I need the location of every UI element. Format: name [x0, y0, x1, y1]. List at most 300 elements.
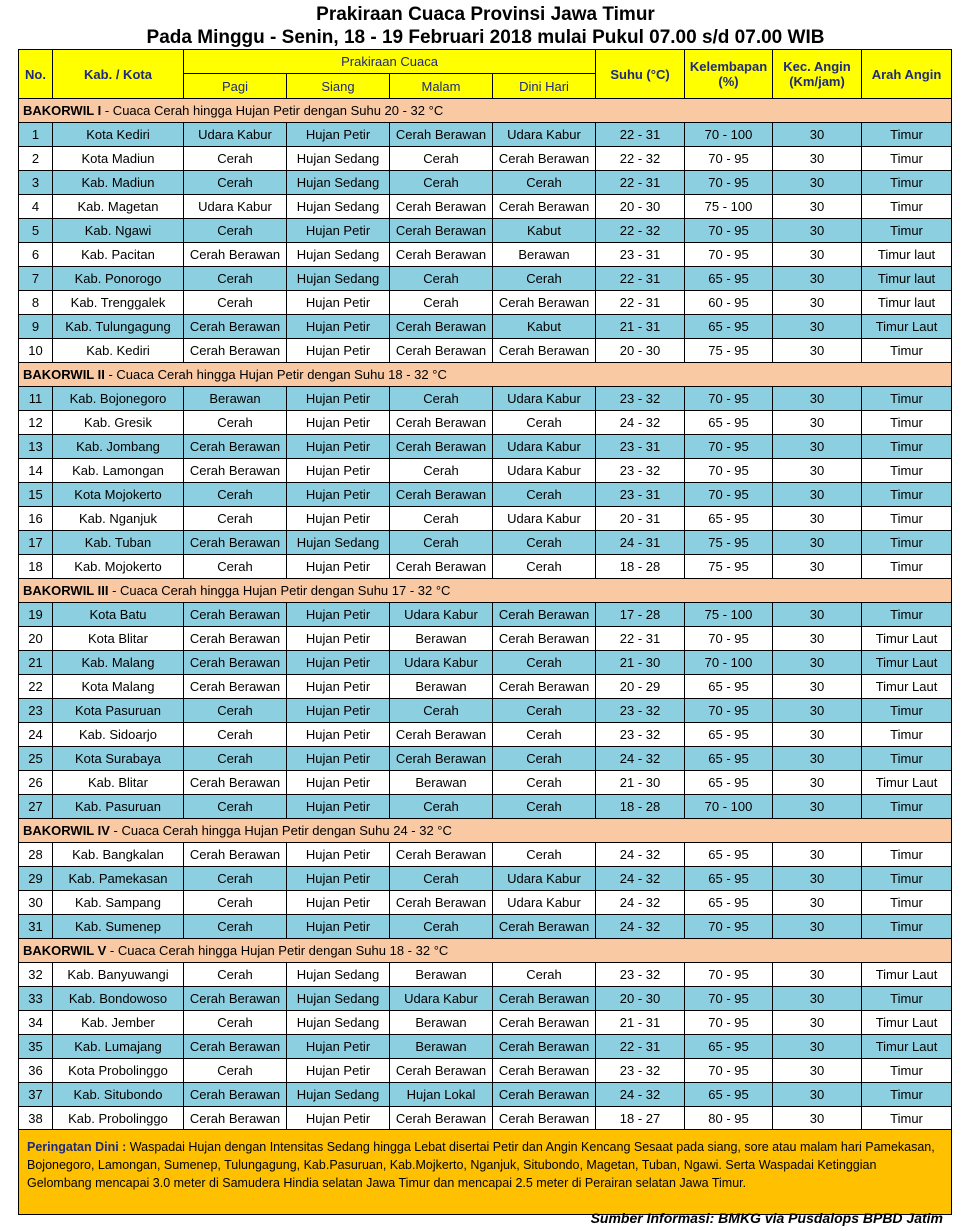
- cell-suhu: 24 - 32: [596, 747, 685, 771]
- cell-no: 12: [19, 411, 53, 435]
- table-row: [19, 219, 952, 243]
- cell-malam: Cerah: [390, 867, 493, 891]
- cell-arah-angin: Timur: [862, 723, 952, 747]
- table-row: [19, 195, 952, 219]
- cell-malam: Cerah Berawan: [390, 243, 493, 267]
- cell-malam: Cerah: [390, 531, 493, 555]
- cell-siang: Hujan Sedang: [287, 531, 390, 555]
- cell-arah-angin: Timur: [862, 795, 952, 819]
- cell-pagi: Cerah: [184, 507, 287, 531]
- cell-arah-angin: Timur: [862, 747, 952, 771]
- cell-siang: Hujan Sedang: [287, 195, 390, 219]
- cell-kab-kota: Kota Malang: [53, 675, 184, 699]
- cell-malam: Cerah Berawan: [390, 411, 493, 435]
- cell-no: 31: [19, 915, 53, 939]
- cell-siang: Hujan Sedang: [287, 243, 390, 267]
- cell-pagi: Cerah: [184, 963, 287, 987]
- cell-pagi: Cerah Berawan: [184, 1107, 287, 1131]
- cell-siang: Hujan Petir: [287, 747, 390, 771]
- cell-malam: Cerah: [390, 459, 493, 483]
- cell-arah-angin: Timur: [862, 843, 952, 867]
- cell-siang: Hujan Sedang: [287, 1011, 390, 1035]
- cell-malam: Cerah: [390, 147, 493, 171]
- cell-suhu: 23 - 32: [596, 387, 685, 411]
- cell-kelembapan: 65 - 95: [685, 411, 773, 435]
- cell-malam: Cerah: [390, 915, 493, 939]
- cell-kelembapan: 65 - 95: [685, 1035, 773, 1059]
- table-row: [19, 987, 952, 1011]
- cell-kab-kota: Kota Blitar: [53, 627, 184, 651]
- cell-kab-kota: Kab. Malang: [53, 651, 184, 675]
- group-name: BAKORWIL V: [23, 943, 107, 958]
- cell-malam: Cerah Berawan: [390, 339, 493, 363]
- cell-dini-hari: Kabut: [493, 219, 596, 243]
- cell-malam: Cerah: [390, 699, 493, 723]
- cell-kelembapan: 65 - 95: [685, 675, 773, 699]
- cell-dini-hari: Udara Kabur: [493, 459, 596, 483]
- cell-arah-angin: Timur: [862, 339, 952, 363]
- header-pagi: Pagi: [184, 74, 287, 99]
- cell-dini-hari: Cerah: [493, 747, 596, 771]
- header-prakiraan-cuaca: Prakiraan Cuaca: [184, 50, 596, 74]
- cell-siang: Hujan Petir: [287, 603, 390, 627]
- cell-no: 25: [19, 747, 53, 771]
- cell-malam: Cerah: [390, 507, 493, 531]
- cell-dini-hari: Udara Kabur: [493, 507, 596, 531]
- cell-arah-angin: Timur: [862, 531, 952, 555]
- cell-arah-angin: Timur: [862, 507, 952, 531]
- cell-suhu: 22 - 31: [596, 171, 685, 195]
- table-row: [19, 867, 952, 891]
- table-row: [19, 699, 952, 723]
- cell-kec-angin: 30: [773, 603, 862, 627]
- cell-malam: Hujan Lokal: [390, 1083, 493, 1107]
- cell-pagi: Cerah Berawan: [184, 459, 287, 483]
- group-row: [19, 819, 952, 843]
- cell-arah-angin: Timur: [862, 459, 952, 483]
- cell-kab-kota: Kab. Lamongan: [53, 459, 184, 483]
- cell-malam: Cerah Berawan: [390, 219, 493, 243]
- cell-pagi: Cerah Berawan: [184, 1035, 287, 1059]
- cell-pagi: Udara Kabur: [184, 123, 287, 147]
- table-row: [19, 531, 952, 555]
- table-row: [19, 1035, 952, 1059]
- cell-dini-hari: Cerah: [493, 795, 596, 819]
- cell-dini-hari: Cerah: [493, 651, 596, 675]
- cell-kab-kota: Kab. Kediri: [53, 339, 184, 363]
- cell-kec-angin: 30: [773, 243, 862, 267]
- cell-kec-angin: 30: [773, 963, 862, 987]
- table-row: [19, 315, 952, 339]
- cell-arah-angin: Timur: [862, 915, 952, 939]
- cell-pagi: Cerah: [184, 1011, 287, 1035]
- cell-kelembapan: 65 - 95: [685, 771, 773, 795]
- header-kab-kota: Kab. / Kota: [53, 50, 184, 99]
- early-warning-text: Waspadai Hujan dengan Intensitas Sedang hingga Lebat disertai Petir dan Angin Kencang Sesaat pada siang, sore atau malam hari Pamekasan, Bojonegoro, Lamongan, Sumenep, Tulungagung, Kab.Pasuruan, Kab.Mojkerto, Nganjuk, Situbondo, Magetan, Tuban, Ngawi. Serta Waspadai Ketinggian Gelombang mencapai 3.0 meter di Samudera Hindia selatan Jawa Timur dan mencapai 2.5 meter di Perairan selatan Jawa Timur.: [27, 1140, 935, 1190]
- table-row: [19, 675, 952, 699]
- cell-pagi: Cerah: [184, 723, 287, 747]
- cell-malam: Cerah Berawan: [390, 723, 493, 747]
- cell-kec-angin: 30: [773, 675, 862, 699]
- cell-kelembapan: 70 - 95: [685, 243, 773, 267]
- cell-arah-angin: Timur: [862, 123, 952, 147]
- cell-kab-kota: Kab. Gresik: [53, 411, 184, 435]
- group-title: [19, 363, 952, 387]
- cell-malam: Cerah: [390, 291, 493, 315]
- cell-pagi: Cerah: [184, 147, 287, 171]
- table-row: [19, 483, 952, 507]
- cell-no: 1: [19, 123, 53, 147]
- cell-kab-kota: Kab. Jombang: [53, 435, 184, 459]
- group-description: - Cuaca Cerah hingga Hujan Petir dengan Suhu 17 - 32 °C: [108, 583, 451, 598]
- cell-suhu: 18 - 28: [596, 555, 685, 579]
- group-name: BAKORWIL III: [23, 583, 109, 598]
- cell-dini-hari: Cerah Berawan: [493, 915, 596, 939]
- cell-kelembapan: 70 - 95: [685, 435, 773, 459]
- cell-no: 24: [19, 723, 53, 747]
- cell-pagi: Cerah: [184, 891, 287, 915]
- group-name: BAKORWIL II: [23, 367, 105, 382]
- cell-dini-hari: Cerah Berawan: [493, 1011, 596, 1035]
- cell-kec-angin: 30: [773, 411, 862, 435]
- cell-pagi: Cerah Berawan: [184, 243, 287, 267]
- cell-pagi: Cerah Berawan: [184, 771, 287, 795]
- table-row: [19, 1083, 952, 1107]
- cell-kec-angin: 30: [773, 435, 862, 459]
- cell-siang: Hujan Petir: [287, 507, 390, 531]
- cell-kab-kota: Kota Madiun: [53, 147, 184, 171]
- cell-no: 28: [19, 843, 53, 867]
- cell-dini-hari: Udara Kabur: [493, 435, 596, 459]
- cell-kab-kota: Kab. Sumenep: [53, 915, 184, 939]
- cell-kec-angin: 30: [773, 531, 862, 555]
- cell-kab-kota: Kota Surabaya: [53, 747, 184, 771]
- cell-dini-hari: Cerah Berawan: [493, 627, 596, 651]
- cell-kelembapan: 70 - 95: [685, 219, 773, 243]
- table-row: [19, 651, 952, 675]
- cell-suhu: 22 - 31: [596, 291, 685, 315]
- cell-kelembapan: 75 - 100: [685, 603, 773, 627]
- table-row: [19, 123, 952, 147]
- cell-arah-angin: Timur: [862, 483, 952, 507]
- cell-suhu: 22 - 32: [596, 147, 685, 171]
- cell-kab-kota: Kab. Pacitan: [53, 243, 184, 267]
- cell-no: 29: [19, 867, 53, 891]
- cell-suhu: 22 - 31: [596, 627, 685, 651]
- cell-kec-angin: 30: [773, 651, 862, 675]
- cell-arah-angin: Timur: [862, 435, 952, 459]
- table-row: [19, 771, 952, 795]
- cell-siang: Hujan Petir: [287, 627, 390, 651]
- cell-kec-angin: 30: [773, 507, 862, 531]
- cell-no: 34: [19, 1011, 53, 1035]
- cell-suhu: 22 - 31: [596, 123, 685, 147]
- cell-dini-hari: Cerah Berawan: [493, 1107, 596, 1131]
- cell-suhu: 21 - 31: [596, 1011, 685, 1035]
- cell-no: 7: [19, 267, 53, 291]
- cell-suhu: 24 - 32: [596, 915, 685, 939]
- cell-dini-hari: Udara Kabur: [493, 387, 596, 411]
- cell-dini-hari: Cerah: [493, 723, 596, 747]
- header-no: No.: [19, 50, 53, 99]
- cell-kec-angin: 30: [773, 987, 862, 1011]
- cell-no: 33: [19, 987, 53, 1011]
- table-row: [19, 555, 952, 579]
- cell-malam: Berawan: [390, 627, 493, 651]
- cell-kelembapan: 65 - 95: [685, 867, 773, 891]
- cell-kab-kota: Kab. Mojokerto: [53, 555, 184, 579]
- cell-no: 16: [19, 507, 53, 531]
- cell-suhu: 24 - 32: [596, 891, 685, 915]
- cell-dini-hari: Cerah: [493, 699, 596, 723]
- cell-siang: Hujan Petir: [287, 795, 390, 819]
- cell-no: 15: [19, 483, 53, 507]
- cell-pagi: Cerah: [184, 915, 287, 939]
- cell-pagi: Cerah Berawan: [184, 531, 287, 555]
- cell-malam: Cerah Berawan: [390, 435, 493, 459]
- cell-arah-angin: Timur: [862, 1107, 952, 1131]
- cell-malam: Cerah Berawan: [390, 1059, 493, 1083]
- table-row: [19, 1011, 952, 1035]
- cell-no: 20: [19, 627, 53, 651]
- cell-kec-angin: 30: [773, 891, 862, 915]
- cell-pagi: Cerah Berawan: [184, 675, 287, 699]
- cell-dini-hari: Cerah Berawan: [493, 675, 596, 699]
- cell-siang: Hujan Petir: [287, 291, 390, 315]
- cell-kelembapan: 65 - 95: [685, 843, 773, 867]
- cell-suhu: 18 - 27: [596, 1107, 685, 1131]
- cell-kab-kota: Kab. Trenggalek: [53, 291, 184, 315]
- cell-siang: Hujan Sedang: [287, 963, 390, 987]
- cell-arah-angin: Timur: [862, 603, 952, 627]
- cell-kab-kota: Kab. Sampang: [53, 891, 184, 915]
- cell-kec-angin: 30: [773, 315, 862, 339]
- cell-kec-angin: 30: [773, 483, 862, 507]
- cell-kelembapan: 70 - 95: [685, 915, 773, 939]
- cell-dini-hari: Cerah Berawan: [493, 1035, 596, 1059]
- cell-kelembapan: 65 - 95: [685, 723, 773, 747]
- table-row: [19, 747, 952, 771]
- group-description: - Cuaca Cerah hingga Hujan Petir dengan Suhu 18 - 32 °C: [104, 367, 447, 382]
- cell-kab-kota: Kab. Ponorogo: [53, 267, 184, 291]
- cell-kelembapan: 80 - 95: [685, 1107, 773, 1131]
- cell-suhu: 23 - 31: [596, 483, 685, 507]
- table-row: [19, 267, 952, 291]
- cell-malam: Berawan: [390, 963, 493, 987]
- cell-arah-angin: Timur: [862, 891, 952, 915]
- cell-suhu: 23 - 32: [596, 459, 685, 483]
- cell-dini-hari: Udara Kabur: [493, 891, 596, 915]
- cell-pagi: Cerah: [184, 795, 287, 819]
- cell-dini-hari: Cerah: [493, 267, 596, 291]
- cell-arah-angin: Timur Laut: [862, 627, 952, 651]
- cell-siang: Hujan Petir: [287, 315, 390, 339]
- cell-kec-angin: 30: [773, 843, 862, 867]
- cell-kec-angin: 30: [773, 195, 862, 219]
- cell-no: 6: [19, 243, 53, 267]
- cell-dini-hari: Cerah Berawan: [493, 147, 596, 171]
- cell-siang: Hujan Petir: [287, 459, 390, 483]
- cell-suhu: 24 - 31: [596, 531, 685, 555]
- cell-pagi: Cerah: [184, 267, 287, 291]
- table-row: [19, 147, 952, 171]
- cell-kelembapan: 65 - 95: [685, 507, 773, 531]
- table-row: [19, 243, 952, 267]
- cell-malam: Udara Kabur: [390, 603, 493, 627]
- cell-dini-hari: Udara Kabur: [493, 123, 596, 147]
- cell-malam: Cerah: [390, 171, 493, 195]
- cell-no: 10: [19, 339, 53, 363]
- cell-no: 27: [19, 795, 53, 819]
- group-row: [19, 579, 952, 603]
- cell-suhu: 23 - 32: [596, 723, 685, 747]
- cell-no: 32: [19, 963, 53, 987]
- group-row: [19, 99, 952, 123]
- cell-kelembapan: 70 - 95: [685, 1059, 773, 1083]
- cell-pagi: Cerah Berawan: [184, 339, 287, 363]
- cell-no: 5: [19, 219, 53, 243]
- cell-pagi: Cerah: [184, 171, 287, 195]
- cell-pagi: Cerah Berawan: [184, 627, 287, 651]
- cell-siang: Hujan Petir: [287, 1059, 390, 1083]
- cell-dini-hari: Cerah Berawan: [493, 339, 596, 363]
- cell-dini-hari: Cerah Berawan: [493, 987, 596, 1011]
- cell-siang: Hujan Petir: [287, 411, 390, 435]
- cell-pagi: Cerah: [184, 411, 287, 435]
- cell-siang: Hujan Sedang: [287, 171, 390, 195]
- cell-pagi: Cerah: [184, 291, 287, 315]
- cell-arah-angin: Timur: [862, 387, 952, 411]
- cell-suhu: 24 - 32: [596, 1083, 685, 1107]
- cell-kab-kota: Kab. Bondowoso: [53, 987, 184, 1011]
- cell-kelembapan: 70 - 95: [685, 1011, 773, 1035]
- cell-pagi: Cerah: [184, 219, 287, 243]
- cell-arah-angin: Timur: [862, 411, 952, 435]
- cell-dini-hari: Kabut: [493, 315, 596, 339]
- cell-kec-angin: 30: [773, 1035, 862, 1059]
- cell-suhu: 23 - 31: [596, 243, 685, 267]
- cell-malam: Cerah Berawan: [390, 843, 493, 867]
- cell-kelembapan: 70 - 95: [685, 459, 773, 483]
- cell-dini-hari: Cerah Berawan: [493, 1083, 596, 1107]
- cell-siang: Hujan Sedang: [287, 267, 390, 291]
- cell-kec-angin: 30: [773, 723, 862, 747]
- cell-malam: Cerah: [390, 387, 493, 411]
- cell-kec-angin: 30: [773, 291, 862, 315]
- group-description: - Cuaca Cerah hingga Hujan Petir dengan Suhu 18 - 32 °C: [106, 943, 449, 958]
- cell-siang: Hujan Petir: [287, 651, 390, 675]
- cell-arah-angin: Timur laut: [862, 267, 952, 291]
- cell-kelembapan: 70 - 95: [685, 483, 773, 507]
- cell-kec-angin: 30: [773, 219, 862, 243]
- cell-dini-hari: Cerah: [493, 963, 596, 987]
- cell-suhu: 23 - 31: [596, 435, 685, 459]
- cell-siang: Hujan Sedang: [287, 1083, 390, 1107]
- cell-kec-angin: 30: [773, 387, 862, 411]
- cell-no: 30: [19, 891, 53, 915]
- cell-pagi: Berawan: [184, 387, 287, 411]
- cell-malam: Cerah Berawan: [390, 891, 493, 915]
- table-row: [19, 915, 952, 939]
- cell-kec-angin: 30: [773, 339, 862, 363]
- table-row: [19, 339, 952, 363]
- group-name: BAKORWIL I: [23, 103, 102, 118]
- cell-dini-hari: Udara Kabur: [493, 867, 596, 891]
- cell-kab-kota: Kab. Madiun: [53, 171, 184, 195]
- cell-suhu: 18 - 28: [596, 795, 685, 819]
- cell-pagi: Cerah Berawan: [184, 603, 287, 627]
- cell-no: 2: [19, 147, 53, 171]
- cell-siang: Hujan Petir: [287, 339, 390, 363]
- cell-pagi: Cerah: [184, 747, 287, 771]
- cell-pagi: Cerah Berawan: [184, 651, 287, 675]
- cell-no: 18: [19, 555, 53, 579]
- cell-kab-kota: Kab. Situbondo: [53, 1083, 184, 1107]
- cell-kec-angin: 30: [773, 795, 862, 819]
- cell-kec-angin: 30: [773, 267, 862, 291]
- cell-arah-angin: Timur Laut: [862, 771, 952, 795]
- page-title: Prakiraan Cuaca Provinsi Jawa Timur: [316, 4, 655, 25]
- cell-kab-kota: Kab. Tuban: [53, 531, 184, 555]
- cell-kec-angin: 30: [773, 123, 862, 147]
- cell-kab-kota: Kab. Magetan: [53, 195, 184, 219]
- cell-kab-kota: Kota Kediri: [53, 123, 184, 147]
- cell-suhu: 20 - 29: [596, 675, 685, 699]
- cell-pagi: Cerah: [184, 867, 287, 891]
- table-row: [19, 891, 952, 915]
- forecast-table: [18, 49, 952, 1131]
- cell-arah-angin: Timur laut: [862, 243, 952, 267]
- cell-pagi: Cerah Berawan: [184, 987, 287, 1011]
- cell-pagi: Cerah: [184, 699, 287, 723]
- cell-kab-kota: Kota Pasuruan: [53, 699, 184, 723]
- cell-siang: Hujan Sedang: [287, 147, 390, 171]
- cell-dini-hari: Cerah: [493, 771, 596, 795]
- header-siang: Siang: [287, 74, 390, 99]
- group-title: [19, 579, 952, 603]
- table-row: [19, 795, 952, 819]
- cell-kec-angin: 30: [773, 147, 862, 171]
- cell-kec-angin: 30: [773, 1059, 862, 1083]
- cell-pagi: Cerah Berawan: [184, 435, 287, 459]
- cell-kelembapan: 70 - 95: [685, 387, 773, 411]
- cell-kelembapan: 70 - 95: [685, 147, 773, 171]
- cell-suhu: 21 - 30: [596, 771, 685, 795]
- cell-malam: Udara Kabur: [390, 987, 493, 1011]
- cell-kec-angin: 30: [773, 699, 862, 723]
- cell-arah-angin: Timur: [862, 555, 952, 579]
- cell-suhu: 23 - 32: [596, 1059, 685, 1083]
- cell-arah-angin: Timur Laut: [862, 1011, 952, 1035]
- cell-malam: Cerah Berawan: [390, 1107, 493, 1131]
- cell-malam: Cerah Berawan: [390, 315, 493, 339]
- cell-siang: Hujan Petir: [287, 555, 390, 579]
- cell-siang: Hujan Petir: [287, 915, 390, 939]
- table-row: [19, 171, 952, 195]
- header-arah-angin: Arah Angin: [862, 50, 952, 99]
- group-title: [19, 819, 952, 843]
- cell-suhu: 21 - 31: [596, 315, 685, 339]
- cell-dini-hari: Cerah Berawan: [493, 603, 596, 627]
- cell-siang: Hujan Petir: [287, 771, 390, 795]
- cell-no: 21: [19, 651, 53, 675]
- cell-siang: Hujan Petir: [287, 699, 390, 723]
- cell-kelembapan: 70 - 100: [685, 651, 773, 675]
- cell-suhu: 20 - 30: [596, 339, 685, 363]
- early-warning-box: [18, 1129, 952, 1215]
- cell-suhu: 20 - 30: [596, 195, 685, 219]
- cell-kelembapan: 70 - 95: [685, 627, 773, 651]
